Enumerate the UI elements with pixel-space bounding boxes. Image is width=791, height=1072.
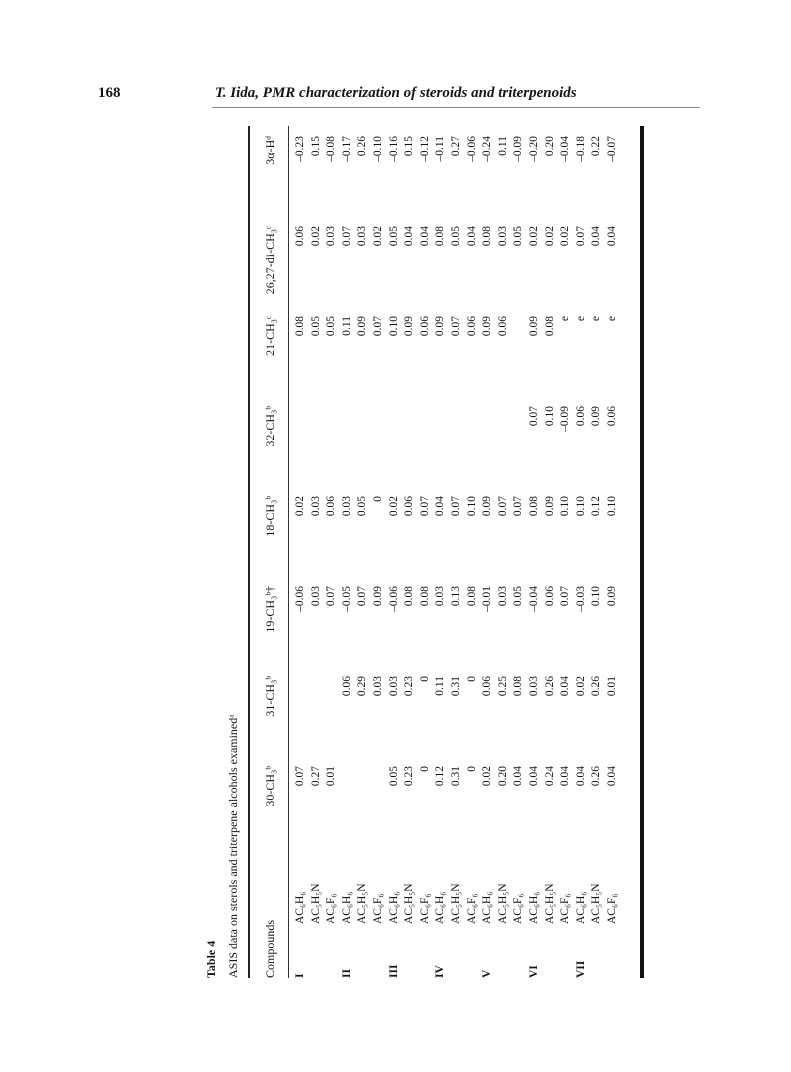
page-number: 168 bbox=[98, 85, 121, 101]
compound-cell: IV bbox=[434, 965, 447, 978]
value-cell: 0.05 bbox=[387, 226, 400, 247]
value-cell: 0.08 bbox=[434, 226, 447, 247]
value-cell: 0.23 bbox=[403, 766, 416, 787]
value-cell bbox=[324, 396, 340, 486]
value-cell: 0.10 bbox=[590, 586, 603, 607]
solvent-cell: AC₆H₆ bbox=[340, 891, 353, 924]
value-cell: 0.02 bbox=[481, 766, 494, 787]
column-header: 32-CH₃ᵇ bbox=[262, 406, 277, 447]
value-cell: 0.05 bbox=[512, 586, 525, 607]
value-cell: 0.26 bbox=[590, 676, 603, 697]
compound-cell bbox=[402, 924, 418, 978]
value-cell: 0.31 bbox=[449, 766, 462, 787]
value-cell: –0.01 bbox=[481, 586, 494, 612]
value-cell: 0.02 bbox=[559, 226, 572, 247]
solvent-cell: AC₆F₆ bbox=[512, 893, 525, 924]
value-cell bbox=[371, 756, 387, 846]
value-cell: 0.07 bbox=[449, 496, 462, 517]
value-cell bbox=[511, 396, 527, 486]
value-cell: 0.02 bbox=[371, 226, 384, 247]
table-rule-bottom bbox=[640, 126, 644, 978]
value-cell: 0.09 bbox=[434, 316, 447, 337]
value-cell: 0.09 bbox=[481, 316, 494, 337]
value-cell: 0.06 bbox=[605, 406, 618, 427]
table-row bbox=[480, 126, 496, 978]
table-row bbox=[465, 126, 481, 978]
value-cell: 0.05 bbox=[356, 496, 369, 517]
table-row bbox=[574, 126, 590, 978]
solvent-cell: AC₆H₆ bbox=[574, 891, 587, 924]
value-cell: 0.04 bbox=[559, 766, 572, 787]
table-row bbox=[418, 126, 434, 978]
value-cell: 0.08 bbox=[465, 586, 478, 607]
value-cell bbox=[355, 756, 371, 846]
value-cell: 0.10 bbox=[465, 496, 478, 517]
value-cell: 0.24 bbox=[543, 766, 556, 787]
solvent-cell: AC₆H₆ bbox=[387, 891, 400, 924]
table-caption: ASIS data on sterols and triterpene alcohols examinedᵃ bbox=[226, 714, 240, 978]
value-cell: –0.09 bbox=[559, 406, 572, 432]
header-rule bbox=[212, 107, 700, 108]
table-row bbox=[496, 126, 512, 978]
value-cell: 0.10 bbox=[605, 496, 618, 517]
value-cell: 0.01 bbox=[605, 676, 618, 697]
solvent-cell: AC₅H₅N bbox=[449, 883, 462, 924]
value-cell: 0 bbox=[418, 676, 431, 682]
solvent-cell: AC₆F₆ bbox=[325, 893, 338, 924]
value-cell: 0.08 bbox=[481, 226, 494, 247]
table-row bbox=[511, 126, 527, 978]
value-cell: 0.03 bbox=[387, 676, 400, 697]
table-row bbox=[355, 126, 371, 978]
value-cell: 0.02 bbox=[543, 226, 556, 247]
compound-cell bbox=[465, 924, 481, 978]
compound-cell: V bbox=[481, 969, 494, 978]
value-cell: 0.04 bbox=[574, 766, 587, 787]
value-cell: 0.07 bbox=[356, 586, 369, 607]
value-cell: 0.03 bbox=[527, 676, 540, 697]
value-cell: –0.06 bbox=[387, 586, 400, 612]
table-row bbox=[324, 126, 340, 978]
value-cell: –0.03 bbox=[574, 586, 587, 612]
value-cell: 0.07 bbox=[574, 226, 587, 247]
value-cell: 0.05 bbox=[449, 226, 462, 247]
value-cell bbox=[418, 396, 434, 486]
table-row bbox=[449, 126, 465, 978]
value-cell: 0.20 bbox=[496, 766, 509, 787]
value-cell: –0.16 bbox=[387, 136, 400, 162]
value-cell: 0.11 bbox=[340, 316, 353, 336]
value-cell: 0.02 bbox=[574, 676, 587, 697]
value-cell: 0.07 bbox=[527, 406, 540, 427]
value-cell: 0.05 bbox=[325, 316, 338, 337]
value-cell: –0.18 bbox=[574, 136, 587, 162]
value-cell: 0.07 bbox=[294, 766, 306, 787]
value-cell: 0.09 bbox=[403, 316, 416, 337]
table-row bbox=[340, 126, 356, 978]
value-cell: 0.07 bbox=[418, 496, 431, 517]
value-cell: 0.29 bbox=[356, 676, 369, 697]
solvent-cell: AC₅H₅N bbox=[403, 883, 416, 924]
value-cell: e bbox=[590, 316, 603, 322]
value-cell: 0.04 bbox=[527, 766, 540, 787]
table-row bbox=[387, 126, 403, 978]
compound-cell bbox=[324, 924, 340, 978]
value-cell: 0.07 bbox=[371, 316, 384, 337]
value-cell: 0.04 bbox=[559, 676, 572, 697]
compound-cell: III bbox=[387, 964, 400, 978]
value-cell: 0.23 bbox=[403, 676, 416, 697]
solvent-cell: AC₆H₆ bbox=[434, 891, 447, 924]
value-cell: –0.06 bbox=[294, 586, 306, 612]
value-cell bbox=[309, 396, 325, 486]
value-cell: 0.04 bbox=[418, 226, 431, 247]
solvent-cell: AC₅H₅N bbox=[590, 883, 603, 924]
value-cell bbox=[496, 396, 512, 486]
rotated-table bbox=[200, 126, 650, 978]
value-cell: 0.27 bbox=[449, 136, 462, 157]
compound-cell bbox=[355, 924, 371, 978]
value-cell: 0.04 bbox=[465, 226, 478, 247]
value-cell: 0.03 bbox=[309, 496, 322, 517]
solvent-cell: AC₆F₆ bbox=[371, 893, 384, 924]
compound-cell bbox=[543, 924, 559, 978]
column-header: 26,27-di-CH₃ᶜ bbox=[262, 226, 277, 295]
asis-data-table bbox=[253, 126, 620, 978]
value-cell bbox=[449, 396, 465, 486]
value-cell: –0.09 bbox=[512, 136, 525, 162]
value-cell: –0.24 bbox=[481, 136, 494, 162]
value-cell: 0.02 bbox=[294, 496, 306, 517]
solvent-cell: AC₅H₅N bbox=[496, 883, 509, 924]
value-cell: 0.09 bbox=[605, 586, 618, 607]
value-cell: 0.15 bbox=[309, 136, 322, 157]
value-cell: 0.06 bbox=[418, 316, 431, 337]
solvent-cell: AC₆H₆ bbox=[527, 891, 540, 924]
value-cell: 0.07 bbox=[496, 496, 509, 517]
value-cell: 0.09 bbox=[481, 496, 494, 517]
value-cell: 0.09 bbox=[590, 406, 603, 427]
table-row bbox=[371, 126, 387, 978]
table-row bbox=[543, 126, 559, 978]
value-cell bbox=[402, 396, 418, 486]
value-cell: 0.11 bbox=[496, 136, 509, 156]
value-cell: 0.06 bbox=[403, 496, 416, 517]
compound-cell bbox=[371, 924, 387, 978]
value-cell: –0.20 bbox=[527, 136, 540, 162]
compound-cell bbox=[558, 924, 574, 978]
value-cell: 0 bbox=[371, 496, 384, 502]
value-cell bbox=[287, 396, 309, 486]
solvent-cell: AC₅H₅N bbox=[543, 883, 556, 924]
value-cell: 0.26 bbox=[590, 766, 603, 787]
table-rule-top bbox=[248, 126, 250, 978]
value-cell: 0.07 bbox=[449, 316, 462, 337]
value-cell: –0.04 bbox=[527, 586, 540, 612]
value-cell: 0.03 bbox=[496, 226, 509, 247]
value-cell: 0.02 bbox=[527, 226, 540, 247]
value-cell: 0.08 bbox=[527, 496, 540, 517]
solvent-cell: AC₆F₆ bbox=[559, 893, 572, 924]
table-row bbox=[402, 126, 418, 978]
value-cell: 0.06 bbox=[325, 496, 338, 517]
column-header bbox=[253, 846, 287, 924]
solvent-cell: AC₅H₅N bbox=[356, 883, 369, 924]
solvent-cell: AC₆H₆ bbox=[481, 891, 494, 924]
value-cell bbox=[465, 396, 481, 486]
column-header: Compounds bbox=[262, 919, 277, 978]
value-cell: 0.08 bbox=[418, 586, 431, 607]
column-header: 19-CH₃ᵇ† bbox=[262, 586, 277, 633]
value-cell: 0.08 bbox=[512, 676, 525, 697]
value-cell bbox=[480, 396, 496, 486]
table-row bbox=[527, 126, 543, 978]
value-cell: 0 bbox=[465, 676, 478, 682]
value-cell: –0.08 bbox=[325, 136, 338, 162]
value-cell: 0.02 bbox=[309, 226, 322, 247]
compound-cell bbox=[309, 924, 325, 978]
value-cell bbox=[433, 396, 449, 486]
value-cell bbox=[309, 666, 325, 756]
value-cell: 0.04 bbox=[403, 226, 416, 247]
value-cell: 0.09 bbox=[356, 316, 369, 337]
value-cell: 0.11 bbox=[434, 676, 447, 696]
value-cell: 0.20 bbox=[543, 136, 556, 157]
column-header: 18-CH₃ᵇ bbox=[262, 496, 277, 537]
value-cell: 0.09 bbox=[543, 496, 556, 517]
value-cell bbox=[340, 756, 356, 846]
value-cell: 0.10 bbox=[559, 496, 572, 517]
table-row bbox=[287, 126, 309, 978]
value-cell: 0.05 bbox=[512, 226, 525, 247]
compound-cell bbox=[496, 924, 512, 978]
value-cell: 0.04 bbox=[512, 766, 525, 787]
value-cell: 0.13 bbox=[449, 586, 462, 607]
solvent-cell: AC₅H₅N bbox=[309, 883, 322, 924]
value-cell: 0.10 bbox=[574, 496, 587, 517]
column-header: 3α-Hᵈ bbox=[262, 136, 277, 165]
compound-cell bbox=[605, 924, 621, 978]
value-cell: 0.06 bbox=[294, 226, 306, 247]
value-cell bbox=[287, 666, 309, 756]
value-cell: 0.04 bbox=[434, 496, 447, 517]
value-cell: –0.05 bbox=[340, 586, 353, 612]
table-row bbox=[589, 126, 605, 978]
value-cell: e bbox=[559, 316, 572, 322]
compound-cell: II bbox=[340, 969, 353, 978]
value-cell bbox=[387, 396, 403, 486]
value-cell: 0.08 bbox=[294, 316, 306, 337]
value-cell: 0.06 bbox=[481, 676, 494, 697]
value-cell: 0.31 bbox=[449, 676, 462, 697]
value-cell bbox=[511, 306, 527, 396]
value-cell bbox=[340, 396, 356, 486]
compound-cell: VI bbox=[527, 965, 540, 978]
value-cell: 0.06 bbox=[496, 316, 509, 337]
value-cell: 0.04 bbox=[605, 226, 618, 247]
value-cell: –0.06 bbox=[465, 136, 478, 162]
value-cell: 0.04 bbox=[605, 766, 618, 787]
value-cell: 0.07 bbox=[340, 226, 353, 247]
value-cell: 0.03 bbox=[496, 586, 509, 607]
compound-cell: VII bbox=[574, 960, 587, 978]
value-cell: 0.26 bbox=[543, 676, 556, 697]
value-cell: 0.03 bbox=[309, 586, 322, 607]
value-cell: 0.03 bbox=[340, 496, 353, 517]
value-cell: 0.06 bbox=[574, 406, 587, 427]
solvent-cell: AC₆F₆ bbox=[465, 893, 478, 924]
compound-cell bbox=[589, 924, 605, 978]
value-cell: 0.22 bbox=[590, 136, 603, 157]
value-cell: 0.04 bbox=[590, 226, 603, 247]
value-cell: 0.12 bbox=[434, 766, 447, 787]
value-cell: 0.06 bbox=[465, 316, 478, 337]
value-cell: 0.07 bbox=[325, 586, 338, 607]
value-cell: 0.07 bbox=[512, 496, 525, 517]
table-header-row bbox=[253, 126, 287, 978]
value-cell: 0.08 bbox=[403, 586, 416, 607]
value-cell: –0.17 bbox=[340, 136, 353, 162]
value-cell: 0.03 bbox=[371, 676, 384, 697]
value-cell: 0.05 bbox=[387, 766, 400, 787]
value-cell: 0.12 bbox=[590, 496, 603, 517]
value-cell: e bbox=[574, 316, 587, 322]
table-row bbox=[605, 126, 621, 978]
table-row bbox=[433, 126, 449, 978]
value-cell: 0 bbox=[418, 766, 431, 772]
value-cell: 0.05 bbox=[309, 316, 322, 337]
compound-cell bbox=[511, 924, 527, 978]
value-cell: 0.06 bbox=[340, 676, 353, 697]
column-header: 21-CH₃ᶜ bbox=[262, 316, 277, 356]
solvent-cell: AC₆F₆ bbox=[418, 893, 431, 924]
value-cell: –0.07 bbox=[605, 136, 618, 162]
value-cell: –0.10 bbox=[371, 136, 384, 162]
value-cell: 0.03 bbox=[356, 226, 369, 247]
value-cell bbox=[371, 396, 387, 486]
value-cell: –0.11 bbox=[434, 136, 447, 162]
value-cell: 0.02 bbox=[387, 496, 400, 517]
value-cell: 0.27 bbox=[309, 766, 322, 787]
compound-cell bbox=[449, 924, 465, 978]
value-cell: 0.25 bbox=[496, 676, 509, 697]
value-cell: e bbox=[605, 316, 618, 322]
value-cell: –0.04 bbox=[559, 136, 572, 162]
value-cell: 0.10 bbox=[387, 316, 400, 337]
value-cell bbox=[355, 396, 371, 486]
column-header: 30-CH₃ᵇ bbox=[262, 766, 277, 807]
value-cell: –0.23 bbox=[294, 136, 306, 162]
compound-cell bbox=[418, 924, 434, 978]
value-cell: –0.12 bbox=[418, 136, 431, 162]
value-cell: 0.10 bbox=[543, 406, 556, 427]
value-cell bbox=[324, 666, 340, 756]
value-cell: 0.03 bbox=[434, 586, 447, 607]
value-cell: 0.08 bbox=[543, 316, 556, 337]
value-cell: 0.09 bbox=[371, 586, 384, 607]
value-cell: 0.01 bbox=[325, 766, 338, 787]
column-header: 31-CH₃ᵇ bbox=[262, 676, 277, 717]
table-row bbox=[558, 126, 574, 978]
solvent-cell: AC₆H₆ bbox=[294, 891, 306, 924]
value-cell: 0.26 bbox=[356, 136, 369, 157]
compound-cell: I bbox=[294, 973, 306, 978]
table-label: Table 4 bbox=[204, 940, 218, 978]
value-cell: 0.03 bbox=[325, 226, 338, 247]
solvent-cell: AC₆F₆ bbox=[605, 893, 618, 924]
value-cell: 0.15 bbox=[403, 136, 416, 157]
value-cell: 0.06 bbox=[543, 586, 556, 607]
value-cell: 0.07 bbox=[559, 586, 572, 607]
value-cell: 0 bbox=[465, 766, 478, 772]
table-row bbox=[309, 126, 325, 978]
value-cell: 0.09 bbox=[527, 316, 540, 337]
running-head: T. Iida, PMR characterization of steroids and triterpenoids bbox=[215, 85, 577, 101]
